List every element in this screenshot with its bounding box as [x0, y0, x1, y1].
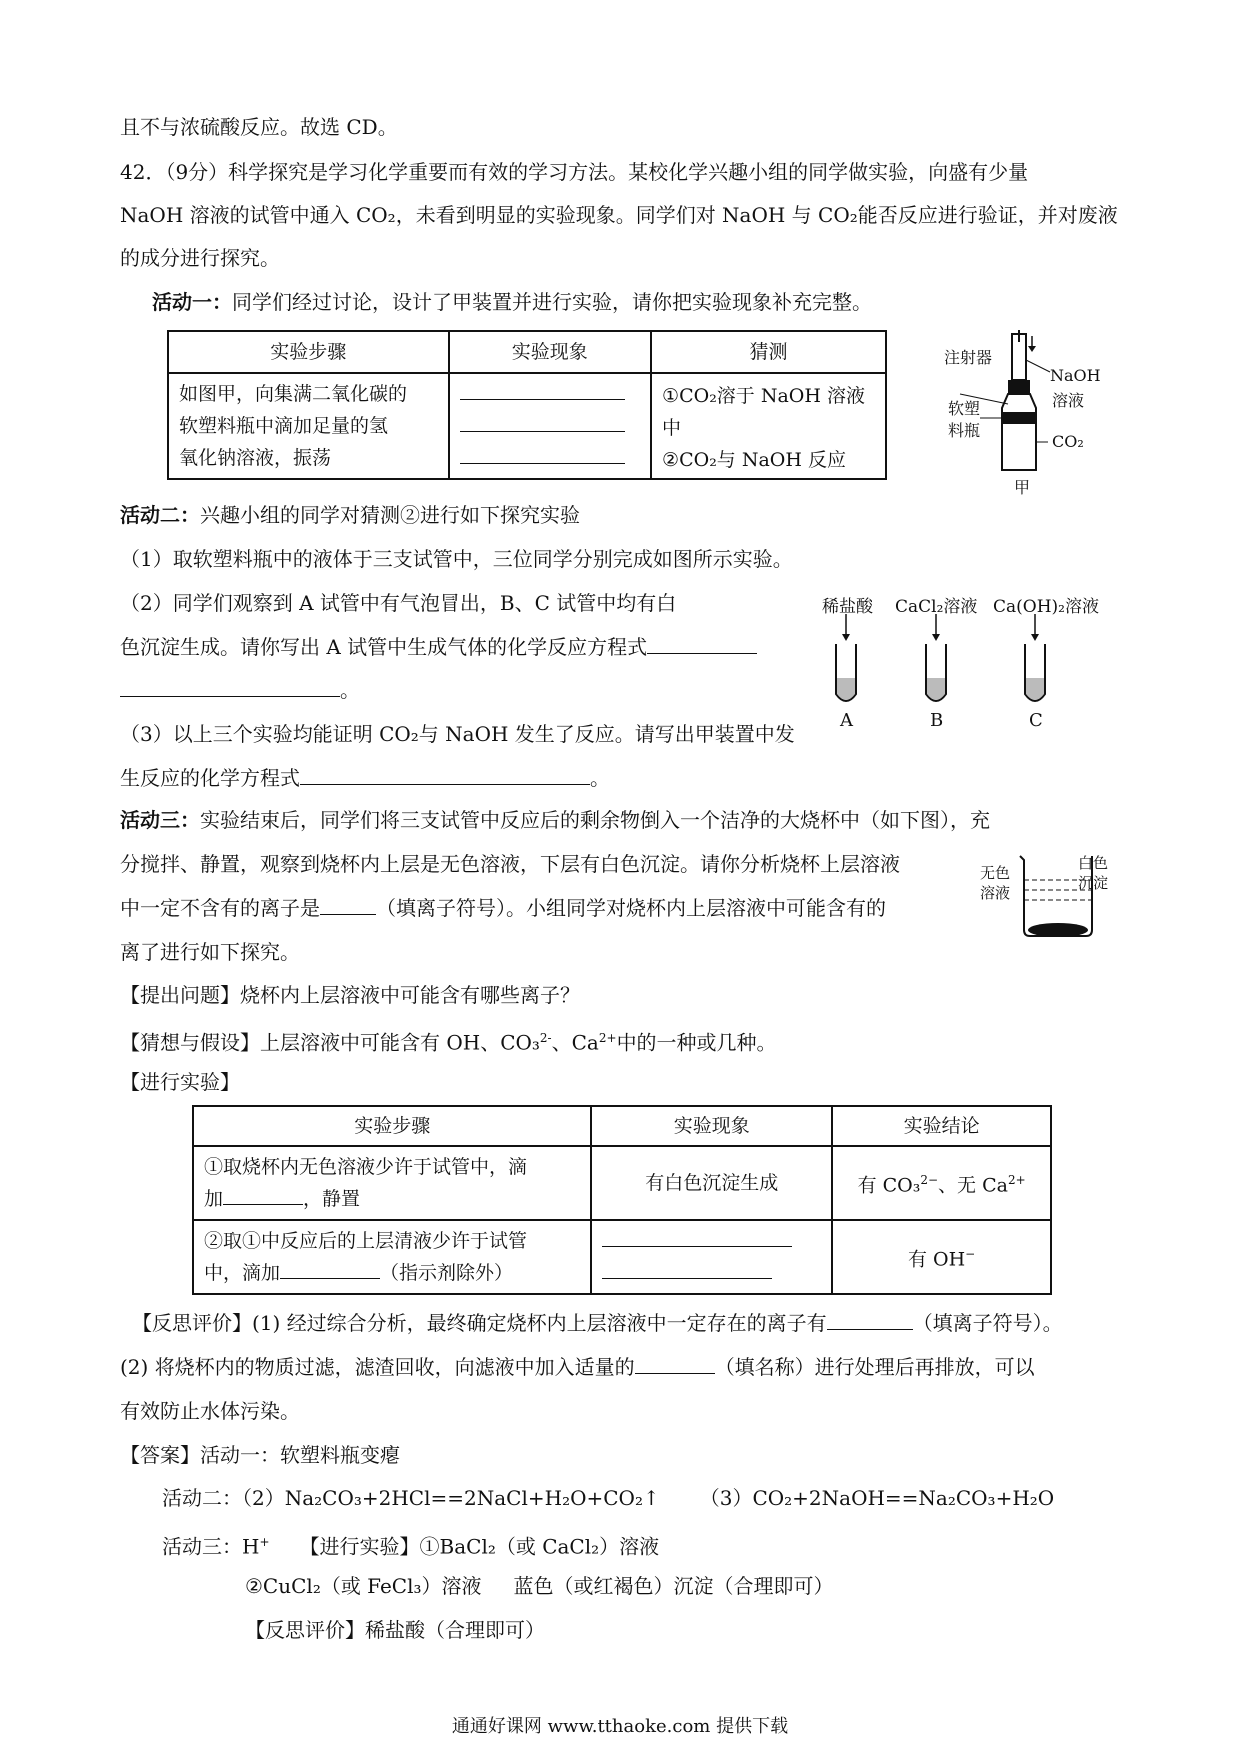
bottle-cap: [1008, 380, 1030, 394]
a2-blank-equation-3[interactable]: [300, 764, 590, 785]
answer-tag: 【答案】: [120, 1443, 200, 1467]
a1-guess-2: ②CO₂与 NaOH 反应: [662, 449, 846, 471]
question-text: 烧杯内上层溶液中可能含有哪些离子？: [240, 983, 580, 1007]
tube-c-arrow-head: [1031, 634, 1039, 641]
a1-phenomenon-cell[interactable]: [449, 373, 652, 479]
exp-header-phenomenon: 实验现象: [591, 1106, 832, 1146]
activity2-p3a: （3）以上三个实验均能证明 CO₂与 NaOH 发生了反应。请写出甲装置中发: [120, 722, 795, 746]
answer-l5: [245, 1615, 545, 1645]
reflection-l2-line: [120, 1352, 1035, 1382]
activity2-intro: [120, 500, 580, 530]
tube-a-arrow-head: [842, 634, 850, 641]
hypothesis-sup-2: 2+: [598, 1031, 617, 1045]
test-tubes-figure: [820, 614, 1080, 714]
tube-c-liquid: [1026, 678, 1044, 700]
answer-l4: [245, 1571, 834, 1601]
answer-a2-2: （3）CO₂+2NaOH==Na₂CO₃+H₂O: [699, 1486, 1055, 1510]
a1-blank-1[interactable]: [460, 379, 625, 400]
activity3-l3b: （填离子符号）。小组同学对烧杯内上层溶液中可能含有的: [376, 896, 886, 920]
activity2-label: 活动二：: [120, 503, 200, 527]
exp-row1-step-a: ①取烧杯内无色溶液少许于试管中，滴: [204, 1156, 528, 1178]
activity1-label: 活动一：: [152, 290, 232, 314]
exp-row1-conclusion-sup1: 2−: [920, 1173, 939, 1188]
answer-a2-label: 活动二：: [162, 1486, 242, 1510]
beaker-label-left-1: 无色: [980, 864, 1011, 882]
activity1-table: [167, 330, 887, 480]
q42-line3: 的成分进行探究。: [120, 246, 280, 270]
exp-row2-phenomenon-blank-2[interactable]: [602, 1258, 772, 1279]
answer-a3-ion: H: [242, 1534, 260, 1559]
reflection-tag: 【反思评价】: [132, 1311, 252, 1335]
exp-row1-step-b1: 加: [204, 1188, 224, 1210]
exp-row2-step-a: ②取①中反应后的上层清液少许于试管: [204, 1230, 528, 1252]
exp-row2-phenomenon[interactable]: [591, 1220, 832, 1294]
reflection-l1a: (1) 经过综合分析，最终确定烧杯内上层溶液中一定存在的离子有: [252, 1311, 827, 1335]
a1-step-line2: 软塑料瓶中滴加足量的氢: [179, 415, 389, 437]
reflection-blank-name[interactable]: [635, 1353, 715, 1374]
exp-row1-step: [193, 1146, 591, 1220]
activity1-text: 同学们经过讨论，设计了甲装置并进行实验，请你把实验现象补充完整。: [232, 290, 872, 314]
activity2-p2c-end: 。: [340, 678, 360, 702]
tube-b-label: B: [930, 710, 944, 731]
activity2-p2b: 色沉淀生成。请你写出 A 试管中生成气体的化学反应方程式: [120, 635, 648, 659]
a1-guess-cell: [651, 373, 886, 479]
activity2-p2c-line: [120, 675, 360, 705]
exp-header-conclusion: 实验结论: [832, 1106, 1051, 1146]
soft-plastic-bottle: [1002, 394, 1036, 470]
hypothesis-line: [120, 1023, 777, 1058]
hypothesis-text-a: 上层溶液中可能含有 OH、CO₃: [260, 1030, 540, 1055]
a3-blank-ion[interactable]: [320, 894, 376, 915]
tube-c-label: C: [1029, 710, 1043, 731]
label-bottle-2: 料瓶: [948, 421, 981, 440]
exp-row1-step-b2: ，静置: [303, 1188, 361, 1210]
hypothesis-sup-1: 2-: [539, 1031, 552, 1045]
activity3-l3-line: [120, 893, 886, 923]
a1-header-guess: 猜测: [651, 331, 886, 373]
reflection-l2b: （填名称）进行处理后再排放，可以: [714, 1355, 1035, 1379]
exp-row2-step-b2: （指示剂除外）: [380, 1262, 514, 1284]
beaker-label-right-1: 白色: [1078, 854, 1109, 872]
answer-a3-sup: +: [259, 1535, 270, 1549]
leader-line-naoh: [1026, 360, 1050, 372]
answer-l2: [162, 1483, 1054, 1513]
activity2-p3b: 生反应的化学方程式: [120, 766, 300, 790]
tube-c-reagent: Ca(OH)₂溶液: [993, 597, 1099, 617]
answer-l1: [120, 1440, 400, 1470]
activity3-l1: 实验结束后，同学们将三支试管中反应后的剩余物倒入一个洁净的大烧杯中（如下图），充: [200, 808, 990, 832]
activity2-text: 兴趣小组的同学对猜测②进行如下探究实验: [200, 503, 580, 527]
tube-b-reagent: CaCl₂溶液: [895, 597, 978, 617]
hypothesis-text-b: 、Ca: [551, 1030, 599, 1055]
arrow-head-icon: [1028, 346, 1036, 352]
exp-row1-blank[interactable]: [223, 1184, 303, 1205]
tube-b-arrow-head: [932, 634, 940, 641]
exp-row2-phenomenon-blank-1[interactable]: [602, 1226, 792, 1247]
activity2-p2b-line: [120, 632, 757, 662]
exp-row2-conclusion: [832, 1220, 1051, 1294]
a2-blank-equation-1[interactable]: [647, 633, 757, 654]
experiment-tag: 【进行实验】: [120, 1070, 240, 1094]
a1-header-phenomenon: 实验现象: [449, 331, 652, 373]
activity2-p3b-line: [120, 763, 610, 793]
answer-a1: 活动一：软塑料瓶变瘪: [200, 1443, 400, 1467]
activity1-intro: [152, 287, 872, 317]
beaker-label-right-2: 沉淀: [1078, 874, 1109, 892]
label-co2: CO₂: [1052, 432, 1084, 451]
a1-step-line1: 如图甲，向集满二氧化碳的: [179, 383, 408, 405]
exp-row2-conclusion-sup: −: [965, 1247, 976, 1262]
reflection-l1b: （填离子符号）。: [912, 1311, 1063, 1335]
a1-step-cell: [168, 373, 449, 479]
exp-row1-conclusion-b: 、无 Ca: [938, 1174, 1008, 1197]
a1-header-step: 实验步骤: [168, 331, 449, 373]
exp-row1-conclusion: [832, 1146, 1051, 1220]
activity2-p1: （1）取软塑料瓶中的液体于三支试管中，三位同学分别完成如图所示实验。: [120, 547, 793, 571]
reflection-l1-line: [132, 1308, 1063, 1338]
label-naoh-2: 溶液: [1052, 391, 1085, 410]
q42-line2: NaOH 溶液的试管中通入 CO₂，未看到明显的实验现象。同学们对 NaOH 与 CO₂能否反应进行验证，并对废液: [120, 203, 1118, 227]
activity2-p2a: （2）同学们观察到 A 试管中有气泡冒出，B、C 试管中均有白: [120, 591, 677, 615]
answer-a3-label: 活动三：: [162, 1534, 242, 1559]
intro-line: 且不与浓硫酸反应。故选 CD。: [120, 115, 398, 139]
activity3-l3a: 中一定不含有的离子是: [120, 896, 320, 920]
a1-blank-2[interactable]: [460, 411, 625, 432]
question-tag: 【提出问题】: [120, 983, 240, 1007]
exp-row2-step: [193, 1220, 591, 1294]
label-bottle-1: 软塑: [948, 399, 981, 418]
answer-a3-exp2a: ②CuCl₂（或 FeCl₃）溶液: [245, 1574, 482, 1598]
tube-a-reagent: 稀盐酸: [822, 597, 873, 617]
reflection-blank-ions[interactable]: [827, 1309, 913, 1330]
a1-step-line3: 氧化钠溶液，振荡: [179, 447, 332, 469]
experiment-table: [192, 1105, 1052, 1295]
answer-a3-exp1: ①BaCl₂（或 CaCl₂）溶液: [419, 1534, 660, 1559]
exp-row2-step-b1: 中，滴加: [204, 1262, 281, 1284]
label-naoh-1: NaOH: [1050, 366, 1101, 385]
hypothesis-text-c: 中的一种或几种。: [616, 1030, 777, 1055]
figure-caption-jia: 甲: [1014, 478, 1031, 497]
beaker-label-left-2: 溶液: [980, 884, 1011, 902]
exp-header-step: 实验步骤: [193, 1106, 591, 1146]
exp-row2-blank[interactable]: [280, 1258, 380, 1279]
exp-row1-conclusion-a: 有 CO₃: [857, 1174, 921, 1197]
activity2-p3b-end: 。: [590, 766, 610, 790]
answer-a3-ref: 稀盐酸（合理即可）: [365, 1618, 545, 1642]
hypothesis-tag: 【猜想与假设】: [120, 1030, 260, 1055]
a1-guess-1: ①CO₂溶于 NaOH 溶液中: [662, 385, 865, 439]
tube-a-label: A: [840, 710, 853, 731]
tube-b-liquid: [927, 678, 945, 700]
bottle-band: [1002, 412, 1036, 424]
beaker-precipitate: [1028, 923, 1088, 937]
answer-a3-exp2b: 蓝色（或红褐色）沉淀（合理即可）: [513, 1574, 834, 1598]
page-footer: 通通好课网 www.tthaoke.com 提供下载: [451, 1716, 789, 1737]
reflection-l3: 有效防止水体污染。: [120, 1399, 300, 1423]
exp-row1-phenomenon: 有白色沉淀生成: [591, 1146, 832, 1220]
a2-blank-equation-2[interactable]: [120, 676, 340, 697]
activity3-l1-line: [120, 805, 990, 835]
answer-a2-1: （2）Na₂CO₃+2HCl==2NaCl+H₂O+CO₂↑: [242, 1486, 660, 1510]
label-syringe: 注射器: [944, 348, 993, 367]
reflection-l2a: (2) 将烧杯内的物质过滤，滤渣回收，向滤液中加入适量的: [120, 1355, 635, 1379]
answer-a3-ref-tag: 【反思评价】: [245, 1618, 365, 1642]
q42-line1: 42．（9分）科学探究是学习化学重要而有效的学习方法。某校化学兴趣小组的同学做实验，向盛有少量: [120, 160, 1029, 184]
exp-row1-conclusion-sup2: 2+: [1007, 1173, 1026, 1188]
activity3-l2: 分搅拌、静置，观察到烧杯内上层是无色溶液，下层有白色沉淀。请你分析烧杯上层溶液: [120, 852, 900, 876]
exp-row2-conclusion-text: 有 OH: [907, 1248, 966, 1271]
a1-blank-3[interactable]: [460, 443, 625, 464]
question-line: [120, 980, 580, 1010]
activity3-label: 活动三：: [120, 808, 200, 832]
answer-l3: [162, 1527, 659, 1562]
activity3-l4: 离了进行如下探究。: [120, 940, 300, 964]
tube-a-liquid: [837, 678, 855, 700]
answer-a3-exp-tag: 【进行实验】: [299, 1534, 420, 1559]
